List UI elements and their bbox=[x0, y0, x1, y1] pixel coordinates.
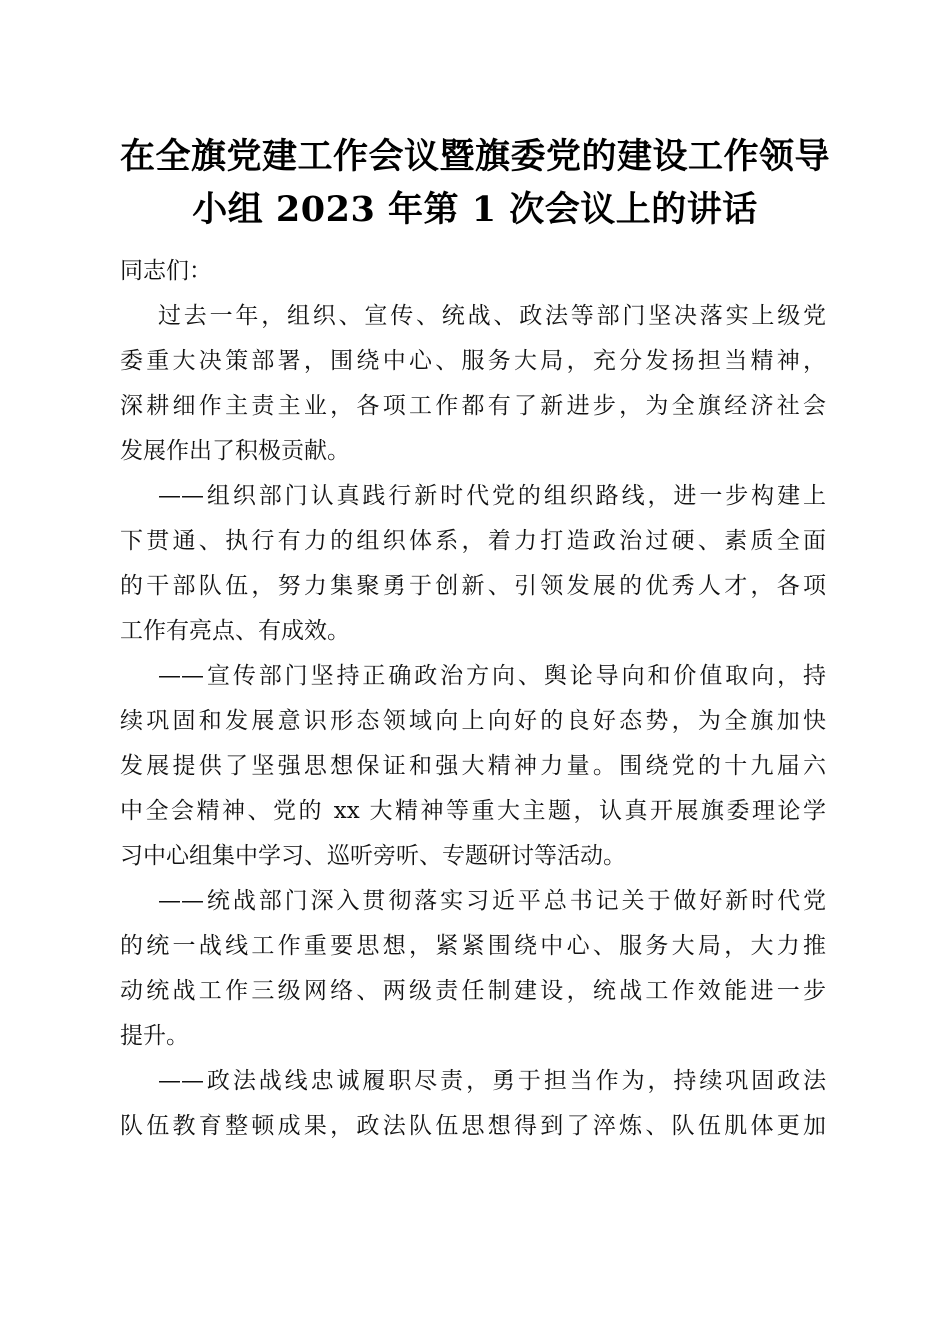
paragraph-organization bbox=[120, 474, 826, 654]
title-line-2: 小组 2023 年第 1 次会议上的讲话 bbox=[192, 189, 758, 230]
paragraph-line: 的干部队伍，努力集聚勇于创新、引领发展的优秀人才，各项 bbox=[120, 573, 826, 599]
paragraph-line: 下贯通、执行有力的组织体系，着力打造政治过硬、素质全面 bbox=[120, 528, 826, 554]
document-title bbox=[100, 130, 850, 236]
paragraph-line: 续巩固和发展意识形态领域向上向好的良好态势，为全旗加快 bbox=[120, 708, 826, 734]
paragraph-line: 提升。 bbox=[120, 1023, 189, 1049]
paragraph-line: 中全会精神、党的 xx 大精神等重大主题，认真开展旗委理论学 bbox=[120, 798, 826, 824]
paragraph-line: 过去一年，组织、宣传、统战、政法等部门坚决落实上级党 bbox=[158, 303, 826, 329]
paragraph-line: 发展提供了坚强思想保证和强大精神力量。围绕党的十九届六 bbox=[120, 753, 826, 779]
paragraph-publicity bbox=[120, 654, 826, 879]
paragraph-line: 的统一战线工作重要思想，紧紧围绕中心、服务大局，大力推 bbox=[120, 933, 826, 959]
paragraph-line: 深耕细作主责主业，各项工作都有了新进步，为全旗经济社会 bbox=[120, 393, 826, 419]
paragraph-line: 习中心组集中学习、巡听旁听、专题研讨等活动。 bbox=[120, 843, 626, 869]
paragraph-line: 动统战工作三级网络、两级责任制建设，统战工作效能进一步 bbox=[120, 978, 826, 1004]
paragraph-line: ——宣传部门坚持正确政治方向、舆论导向和价值取向，持 bbox=[158, 663, 826, 689]
paragraph-line: ——政法战线忠诚履职尽责，勇于担当作为，持续巩固政法 bbox=[158, 1068, 826, 1094]
paragraph-line: 发展作出了积极贡献。 bbox=[120, 438, 350, 464]
document-body bbox=[120, 249, 826, 1149]
paragraph-line: ——组织部门认真践行新时代党的组织路线，进一步构建上 bbox=[158, 483, 826, 509]
paragraph-line: 队伍教育整顿成果，政法队伍思想得到了淬炼、队伍肌体更加 bbox=[120, 1113, 826, 1139]
paragraph-united-front bbox=[120, 879, 826, 1059]
paragraph-line: ——统战部门深入贯彻落实习近平总书记关于做好新时代党 bbox=[158, 888, 826, 914]
paragraph-line: 工作有亮点、有成效。 bbox=[120, 618, 350, 644]
paragraph-summary bbox=[120, 294, 826, 474]
paragraph-political-legal bbox=[120, 1059, 826, 1149]
greeting: 同志们： bbox=[120, 258, 212, 284]
paragraph-line: 委重大决策部署，围绕中心、服务大局，充分发扬担当精神， bbox=[120, 348, 826, 374]
title-line-1: 在全旗党建工作会议暨旗委党的建设工作领导 bbox=[119, 136, 830, 177]
